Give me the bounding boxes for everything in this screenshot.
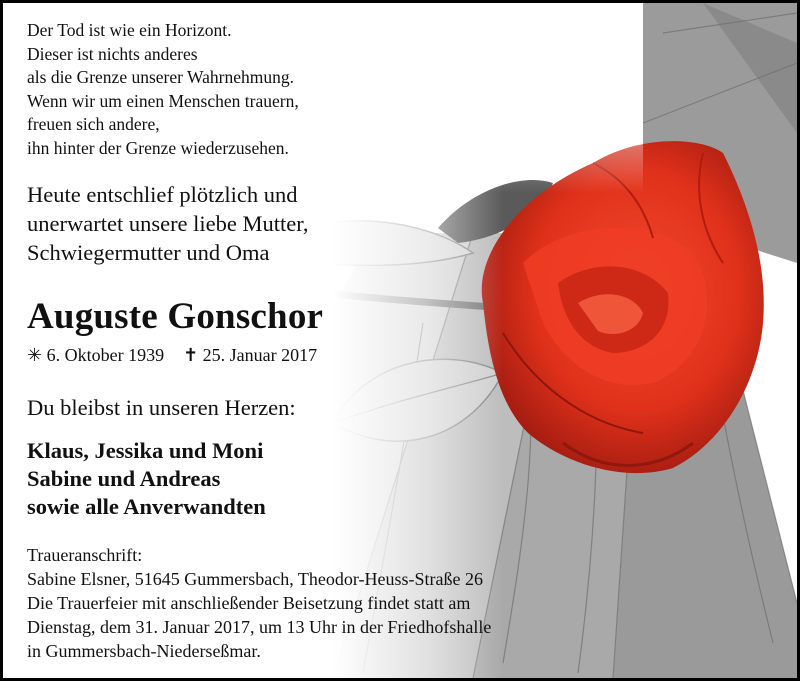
service-line: Die Trauerfeier mit anschließender Beisetzung findet statt am xyxy=(27,593,471,613)
mourning-address: Sabine Elsner, 51645 Gummersbach, Theodor-Heuss-Straße 26 xyxy=(27,569,483,589)
poem-line: Der Tod ist wie ein Horizont. xyxy=(27,20,232,40)
address-label: Traueranschrift: xyxy=(27,545,143,565)
announcement-line: Heute entschlief plötzlich und xyxy=(27,182,298,207)
farewell-line: Du bleibst in unseren Herzen: xyxy=(27,395,296,420)
service-details xyxy=(27,543,491,663)
poem-line: als die Grenze unserer Wahrnehmung. xyxy=(27,67,294,87)
deceased-name: Auguste Gonschor xyxy=(27,296,324,337)
mourner-line: Klaus, Jessika und Moni xyxy=(27,438,264,463)
announcement xyxy=(27,180,308,267)
life-dates xyxy=(27,345,317,366)
death-cross-icon: ✝ xyxy=(183,345,199,365)
mourners-list xyxy=(27,437,266,521)
birth-date: 6. Oktober 1939 xyxy=(46,345,165,365)
announcement-line: unerwartet unsere liebe Mutter, xyxy=(27,211,309,236)
poem xyxy=(27,19,299,160)
birth-star-icon: ✳ xyxy=(27,345,43,365)
service-line: Dienstag, dem 31. Januar 2017, um 13 Uhr in der Friedhofshalle xyxy=(27,617,492,637)
poem-line: Dieser ist nichts anderes xyxy=(27,43,198,64)
service-line: in Gummersbach-Niederseßmar. xyxy=(27,641,261,661)
mourner-line: Sabine und Andreas xyxy=(27,466,221,491)
announcement-line: Schwiegermutter und Oma xyxy=(27,240,270,265)
poem-line: Wenn wir um einen Menschen trauern, xyxy=(27,90,299,111)
poem-line: freuen sich andere, xyxy=(27,114,160,134)
mourner-line: sowie alle Anverwandten xyxy=(27,494,266,519)
death-date: 25. Januar 2017 xyxy=(202,345,318,365)
poem-line: ihn hinter der Grenze wiederzusehen. xyxy=(27,137,289,158)
